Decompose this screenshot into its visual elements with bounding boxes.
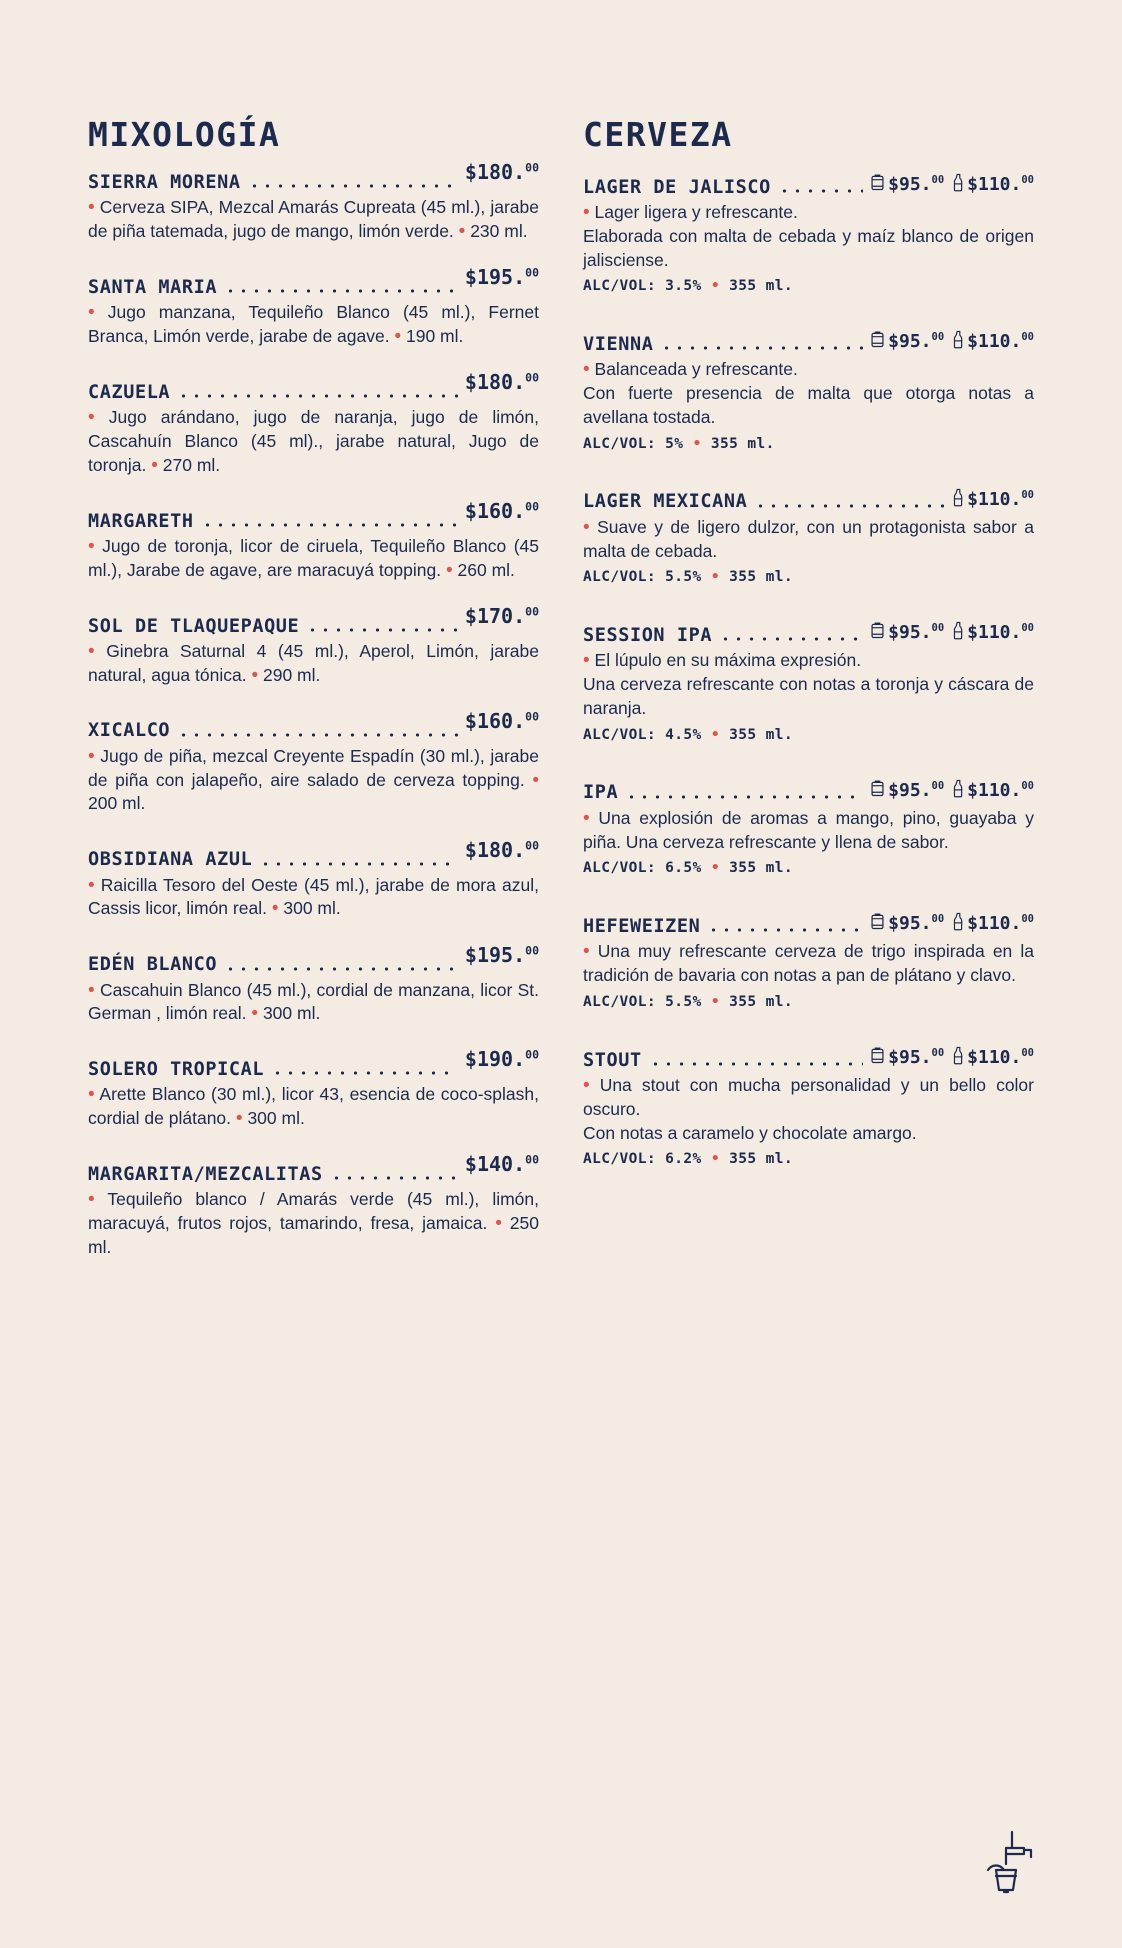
cocktail-volume: 260 ml. <box>457 559 515 580</box>
beer-volume: 355 ml. <box>729 726 793 743</box>
bottle-price: $110.00 <box>967 1046 1034 1068</box>
beer-volume: 355 ml. <box>729 569 793 586</box>
draft-keg-icon <box>870 1046 885 1070</box>
bottle-price-group <box>953 488 1034 512</box>
beer-prices <box>870 1046 1034 1071</box>
leader-dots <box>177 733 458 737</box>
bottle-price: $110.00 <box>967 174 1034 195</box>
leader-dots <box>719 637 863 641</box>
accent-bullet: • <box>583 516 590 538</box>
cocktail-description <box>88 196 539 244</box>
cocktail-item <box>88 498 539 583</box>
cocktail-ingredients: Arette Blanco (30 ml.), licor 43, esencia de coco-splash, cordial de plátano. <box>88 1084 539 1129</box>
accent-bullet: • <box>88 1084 95 1106</box>
cocktail-name: SOLERO TROPICAL <box>88 1059 265 1081</box>
beer-volume: 355 ml. <box>729 860 793 877</box>
accent-bullet: • <box>88 1189 95 1211</box>
beer-description-line2: Elaborada con malta de cebada y maíz blanco de origen jalisciense. <box>583 225 1034 270</box>
draft-price-group <box>870 621 944 645</box>
cerveza-item-list <box>583 173 1034 1167</box>
beer-name: LAGER DE JALISCO <box>583 176 771 198</box>
beer-description <box>583 649 1034 720</box>
beer-description <box>583 940 1034 988</box>
beer-item-header <box>583 1046 1034 1071</box>
bottle-price-group <box>953 1046 1034 1070</box>
accent-bullet: • <box>458 221 466 243</box>
leader-dots <box>248 184 458 188</box>
draft-price-group <box>870 173 944 197</box>
draft-keg-icon <box>870 330 885 354</box>
accent-bullet: • <box>701 993 730 1010</box>
cocktail-volume: 200 ml. <box>88 793 146 814</box>
accent-bullet: • <box>88 535 95 557</box>
cocktail-description <box>88 979 539 1027</box>
accent-bullet: • <box>88 407 95 429</box>
draft-price: $95.00 <box>888 622 945 644</box>
draft-price: $95.00 <box>888 913 945 935</box>
section-title-mixologia: MIXOLOGÍA <box>88 115 281 154</box>
cocktail-item-header <box>88 837 539 871</box>
beer-description-line1: El lúpulo en su máxima expresión. <box>594 650 862 671</box>
beer-item <box>583 912 1034 1010</box>
draft-price: $95.00 <box>888 779 945 801</box>
cocktail-volume: 290 ml. <box>263 664 321 685</box>
beer-description-line2: Una cerveza refrescante con notas a toronja y cáscara de naranja. <box>583 674 1034 718</box>
beer-prices <box>870 621 1034 646</box>
beer-item <box>583 1046 1034 1167</box>
beer-alc-info <box>583 727 1034 743</box>
accent-bullet: • <box>583 1074 590 1096</box>
cocktail-price: $160.00 <box>464 708 539 733</box>
beer-name: STOUT <box>583 1049 642 1071</box>
beer-item-header <box>583 330 1034 355</box>
beer-description <box>583 201 1034 272</box>
cocktail-description <box>88 535 539 583</box>
section-title-cerveza: CERVEZA <box>583 115 733 154</box>
cocktail-name: MARGARETH <box>88 510 194 532</box>
cocktail-item <box>88 1152 540 1260</box>
cocktail-price: $195.00 <box>464 942 539 967</box>
cocktail-name: CAZUELA <box>88 381 171 403</box>
beer-alc-label: ALC/VOL: 6.2% <box>583 1151 702 1168</box>
leader-dots <box>201 523 458 527</box>
cocktail-ingredients: Cascahuin Blanco (45 ml.), cordial de manzana, licor St. German , limón real. <box>88 979 539 1024</box>
cerveza-column <box>583 115 1034 1203</box>
beer-description <box>583 807 1034 855</box>
cocktail-price: $180.00 <box>464 837 539 862</box>
draft-price: $95.00 <box>888 331 945 353</box>
cocktail-item <box>88 370 539 478</box>
cocktail-ingredients: Tequileño blanco / Amarás verde (45 ml.), limón, maracuyá, frutos rojos, tamarindo, fresa, jamaica. <box>88 1189 540 1234</box>
cocktail-item-header <box>88 370 539 403</box>
accent-bullet: • <box>251 664 259 686</box>
bottle-price-group <box>953 912 1034 936</box>
beer-alc-label: ALC/VOL: 5.5% <box>583 569 702 586</box>
beer-alc-info <box>583 994 1034 1010</box>
bottle-price: $110.00 <box>967 331 1034 353</box>
beer-prices <box>870 912 1034 937</box>
cocktail-description <box>88 1188 539 1259</box>
cocktail-price: $195.00 <box>464 265 539 290</box>
beer-alc-label: ALC/VOL: 5% <box>583 435 684 452</box>
accent-bullet: • <box>88 745 95 767</box>
leader-dots <box>259 862 458 866</box>
beer-tap-icon <box>982 1830 1034 1894</box>
beer-prices <box>870 173 1034 198</box>
leader-dots <box>754 504 946 508</box>
bottle-price: $110.00 <box>967 622 1034 644</box>
draft-keg-icon <box>870 621 885 645</box>
leader-dots <box>625 795 863 799</box>
beer-alc-label: ALC/VOL: 3.5% <box>583 278 702 295</box>
accent-bullet: • <box>495 1213 502 1235</box>
cocktail-item <box>88 160 539 244</box>
cocktail-volume: 270 ml. <box>162 454 221 475</box>
accent-bullet: • <box>583 807 590 829</box>
bottle-icon <box>953 330 964 354</box>
draft-keg-icon <box>870 779 885 803</box>
menu-columns <box>88 115 1034 1294</box>
cocktail-ingredients: Raicilla Tesoro del Oeste (45 ml.), jarabe de mora azul, Cassis licor, limón real. <box>88 874 539 919</box>
leader-dots <box>707 928 863 932</box>
bottle-price: $110.00 <box>967 488 1034 510</box>
accent-bullet: • <box>88 197 95 219</box>
draft-price-group <box>870 1046 944 1070</box>
cocktail-description <box>88 406 539 477</box>
beer-description-line1: Lager ligera y refrescante. <box>594 202 798 222</box>
beer-item <box>583 173 1034 294</box>
beer-description <box>583 516 1034 564</box>
cocktail-item <box>88 603 539 688</box>
beer-prices <box>870 330 1034 355</box>
cocktail-name: XICALCO <box>88 720 171 742</box>
accent-bullet: • <box>271 898 279 920</box>
draft-price-group <box>870 330 944 354</box>
beer-volume: 355 ml. <box>710 435 775 452</box>
leader-dots <box>649 1062 863 1066</box>
draft-price-group <box>870 779 944 803</box>
leader-dots <box>224 967 458 971</box>
accent-bullet: • <box>683 435 711 452</box>
cocktail-item-header <box>88 498 539 532</box>
cocktail-price: $170.00 <box>464 603 539 628</box>
cocktail-ingredients: Jugo de piña, mezcal Creyente Espadín (30 ml.), jarabe de piña con jalapeño, aire salado de cerveza topping. <box>88 745 539 790</box>
bottle-price-group <box>953 621 1034 645</box>
bottle-price: $110.00 <box>967 779 1034 801</box>
accent-bullet: • <box>701 569 730 586</box>
cocktail-ingredients: Jugo de toronja, licor de ciruela, Tequileño Blanco (45 ml.), Jarabe de agave, are maracuyá topping. <box>88 535 539 580</box>
leader-dots <box>660 346 863 350</box>
beer-prices <box>870 779 1034 804</box>
beer-volume: 355 ml. <box>729 278 793 295</box>
cocktail-item-header <box>88 1047 539 1081</box>
cocktail-volume: 230 ml. <box>470 221 528 242</box>
cocktail-name: SANTA MARIA <box>88 276 218 298</box>
accent-bullet: • <box>583 650 590 672</box>
accent-bullet: • <box>251 1003 259 1025</box>
beer-alc-info <box>583 569 1034 585</box>
beer-description <box>583 1074 1034 1145</box>
beer-alc-info <box>583 1151 1034 1167</box>
bottle-price: $110.00 <box>967 913 1034 935</box>
accent-bullet: • <box>583 202 590 223</box>
cocktail-price: $180.00 <box>464 370 539 395</box>
draft-price-group <box>870 912 944 936</box>
draft-price: $95.00 <box>888 1046 945 1068</box>
beer-description-line2: Con fuerte presencia de malta que otorga notas a avellana tostada. <box>583 383 1034 427</box>
beer-item <box>583 779 1034 877</box>
cocktail-ingredients: Jugo arándano, jugo de naranja, jugo de limón, Cascahuín Blanco (45 ml)., jarabe natural, Jugo de toronja. <box>88 407 539 475</box>
accent-bullet: • <box>701 860 730 877</box>
cocktail-item <box>88 837 539 921</box>
cocktail-price: $190.00 <box>464 1047 539 1072</box>
cocktail-item-header <box>88 265 539 298</box>
cocktail-name: MARGARITA/MEZCALITAS <box>88 1164 323 1186</box>
beer-description <box>583 358 1034 429</box>
cocktail-description <box>88 301 539 349</box>
bottle-icon <box>953 912 964 936</box>
cocktail-price: $180.00 <box>464 160 539 185</box>
beer-volume: 355 ml. <box>729 1151 793 1168</box>
beer-description-line1: Una stout con mucha personalidad y un bello color oscuro. <box>583 1074 1034 1119</box>
accent-bullet: • <box>583 359 590 381</box>
beer-prices <box>953 488 1034 513</box>
cocktail-item <box>88 265 539 349</box>
beer-name: VIENNA <box>583 334 654 356</box>
leader-dots <box>224 289 458 293</box>
beer-item-header <box>583 779 1034 804</box>
beer-alc-label: ALC/VOL: 5.5% <box>583 993 702 1010</box>
beer-alc-label: ALC/VOL: 6.5% <box>583 860 702 877</box>
accent-bullet: • <box>88 979 95 1001</box>
beer-description-line2: Con notas a caramelo y chocolate amargo. <box>583 1122 917 1143</box>
beer-description-line1: Suave y de ligero dulzor, con un protagonista sabor a malta de cebada. <box>583 516 1034 561</box>
cocktail-item <box>88 708 539 816</box>
beer-item <box>583 621 1034 742</box>
cocktail-volume: 300 ml. <box>262 1003 321 1024</box>
beer-description-line1: Una explosión de aromas a mango, pino, guayaba y piña. Una cerveza refrescante y llena de sabor. <box>583 807 1034 852</box>
leader-dots <box>330 1176 458 1180</box>
cocktail-name: SIERRA MORENA <box>88 172 241 193</box>
cocktail-item <box>88 1047 539 1131</box>
accent-bullet: • <box>701 726 730 743</box>
bottle-price-group <box>953 173 1034 197</box>
accent-bullet: • <box>151 454 158 476</box>
beer-description-line1: Una muy refrescante cerveza de trigo inspirada en la tradición de bavaria con notas a pan de plátano y clavo. <box>583 941 1034 986</box>
cocktail-name: EDÉN BLANCO <box>88 954 218 976</box>
cocktail-description <box>88 874 539 922</box>
bottle-icon <box>953 779 964 803</box>
cocktail-volume: 190 ml. <box>405 326 464 347</box>
cocktail-price: $160.00 <box>464 498 539 523</box>
cocktail-ingredients: Cerveza SIPA, Mezcal Amarás Cupreata (45 ml.), jarabe de piña tatemada, jugo de mango, limón verde. <box>88 197 539 242</box>
cocktail-description <box>88 1083 539 1131</box>
leader-dots <box>778 189 863 193</box>
beer-alc-info <box>583 278 1034 294</box>
cocktail-item-header <box>88 603 539 637</box>
cocktail-volume: 300 ml. <box>247 1108 305 1129</box>
cocktail-volume: 300 ml. <box>283 898 341 919</box>
cocktail-item-header <box>88 942 539 976</box>
leader-dots <box>271 1071 458 1075</box>
bottle-icon <box>953 621 964 645</box>
mixologia-item-list <box>88 160 540 1260</box>
beer-name: SESSION IPA <box>583 625 713 647</box>
beer-name: LAGER MEXICANA <box>583 491 748 513</box>
cocktail-name: SOL DE TLAQUEPAQUE <box>88 615 300 637</box>
cocktail-item-header <box>88 1152 539 1186</box>
accent-bullet: • <box>532 769 539 791</box>
cocktail-ingredients: Jugo manzana, Tequileño Blanco (45 ml.), Fernet Branca, Limón verde, jarabe de agave. <box>88 302 539 347</box>
beer-item-header <box>583 488 1034 513</box>
cocktail-volume: 250 ml. <box>88 1213 539 1257</box>
beer-alc-info <box>583 860 1034 876</box>
bottle-icon <box>953 488 964 512</box>
cocktail-description <box>88 745 539 816</box>
bottle-icon <box>953 1046 964 1070</box>
leader-dots <box>306 628 458 632</box>
accent-bullet: • <box>88 874 95 896</box>
leader-dots <box>177 394 458 398</box>
beer-item-header <box>583 621 1034 646</box>
cocktail-price: $140.00 <box>464 1152 539 1177</box>
accent-bullet: • <box>446 559 453 581</box>
bottle-price-group <box>953 330 1034 354</box>
cocktail-item-header <box>88 160 539 193</box>
mixologia-column <box>88 115 540 1294</box>
accent-bullet: • <box>235 1108 243 1130</box>
accent-bullet: • <box>583 941 590 963</box>
cocktail-item-header <box>88 708 539 742</box>
beer-alc-info <box>583 436 1034 452</box>
bottle-icon <box>953 173 964 197</box>
accent-bullet: • <box>701 1151 730 1168</box>
beer-item <box>583 488 1034 586</box>
beer-alc-label: ALC/VOL: 4.5% <box>583 726 702 743</box>
draft-keg-icon <box>870 173 885 197</box>
beer-item-header <box>583 173 1034 198</box>
cocktail-description <box>88 640 539 688</box>
beer-description-line1: Balanceada y refrescante. <box>594 359 798 380</box>
beer-item-header <box>583 912 1034 937</box>
draft-keg-icon <box>870 912 885 936</box>
cocktail-ingredients: Ginebra Saturnal 4 (45 ml.), Aperol, Limón, jarabe natural, agua tónica. <box>88 640 539 685</box>
beer-volume: 355 ml. <box>729 993 793 1010</box>
beer-name: IPA <box>583 782 619 804</box>
draft-price: $95.00 <box>888 174 945 195</box>
accent-bullet: • <box>701 278 730 295</box>
cocktail-name: OBSIDIANA AZUL <box>88 849 253 871</box>
accent-bullet: • <box>88 302 95 324</box>
beer-item <box>583 330 1034 451</box>
accent-bullet: • <box>88 640 95 662</box>
beer-name: HEFEWEIZEN <box>583 916 701 938</box>
accent-bullet: • <box>394 326 402 348</box>
cocktail-item <box>88 942 539 1026</box>
bottle-price-group <box>953 779 1034 803</box>
